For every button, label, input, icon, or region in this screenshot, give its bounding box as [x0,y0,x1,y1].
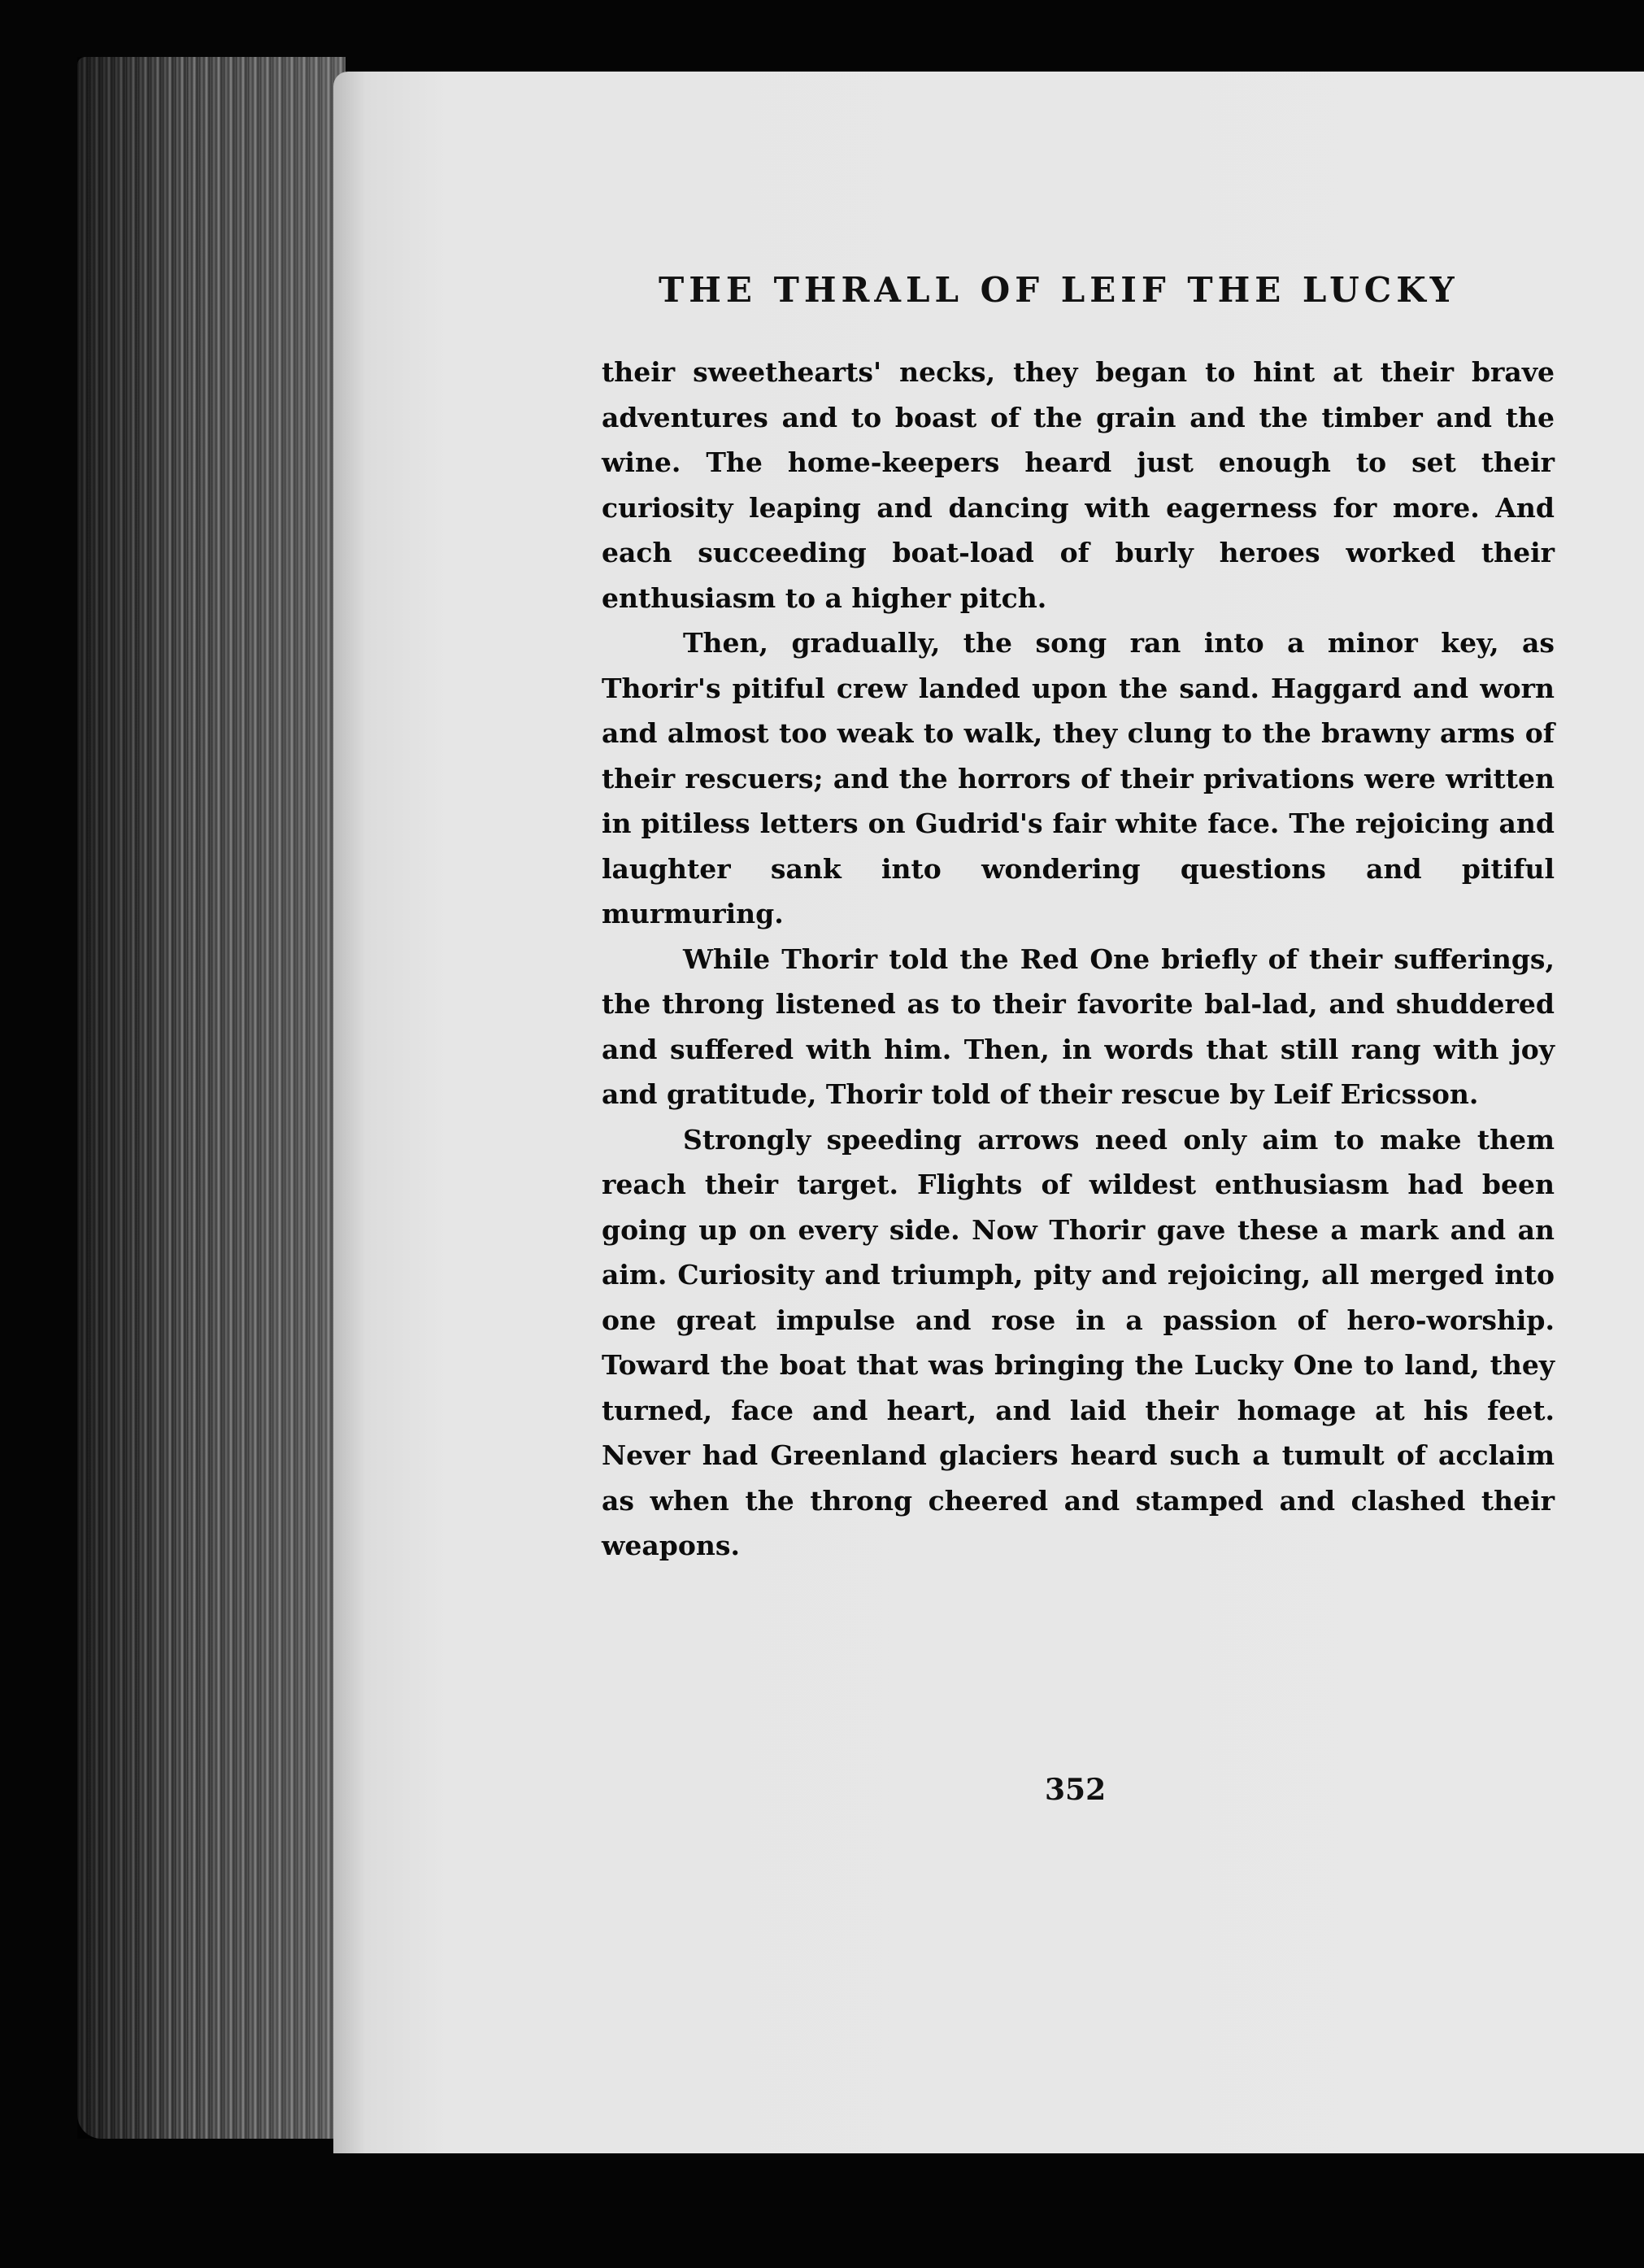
bottom-shadow [0,2153,1644,2268]
page-edges [77,57,346,2139]
body-text [602,350,1555,1569]
paragraph-4: Strongly speeding arrows need only aim to make them reach their target. Flights of wildest enthusiasm had been going up on every side. Now Thorir gave these a mark and an aim. Curiosity and triumph, pity and rejoicing, all merged into one great impulse and rose in a passion of hero-worship. Toward the boat that was bringing the Lucky One to land, they turned, face and heart, and laid their homage at his feet. Never had Greenland glaciers heard such a tumult of acclaim as when the throng cheered and stamped and clashed their weapons. [602,1123,1555,1561]
running-head: THE THRALL OF LEIF THE LUCKY [659,270,1459,310]
paragraph-2: Then, gradually, the song ran into a minor key, as Thorir's pitiful crew landed upon the sand. Haggard and worn and almost too weak to walk, they clung to the brawny arms of their rescuers; and the horrors of their privations were written in pitiless letters on Gudrid's fair white face. The rejoicing and laughter sank into wondering questions and pitiful murmuring. [602,627,1555,929]
page-number: 352 [1045,1773,1107,1807]
paragraph-3: While Thorir told the Red One briefly of their sufferings, the throng listened as to their favorite bal-lad, and shuddered and suffered with him. Then, in words that still rang with joy and gratitude, Thorir told of their rescue by Leif Ericsson. [602,942,1555,1110]
paragraph-1: their sweethearts' necks, they began to hint at their brave adventures and to boast of the grain and the timber and the wine. The home-keepers heard just enough to set their curiosity leaping and dancing with eagerness for more. And each succeeding boat-load of burly heroes worked their enthusiasm to a higher pitch. [602,356,1555,614]
